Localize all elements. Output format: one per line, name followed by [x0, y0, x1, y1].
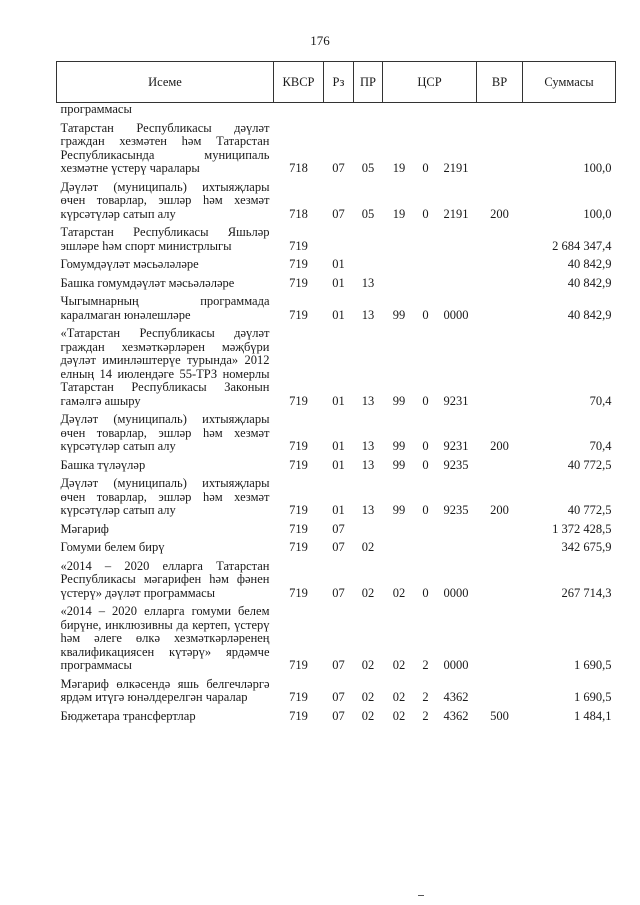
row-csr-direction: 9235 [443, 457, 469, 472]
row-vr [477, 274, 523, 293]
table-row [57, 119, 616, 178]
row-csr-program [383, 223, 416, 255]
table-row [57, 675, 616, 707]
row-name: «2014 – 2020 елларга Татарстан Республикасы мәгарифен һәм фәнен үстерү» дәүләт программасы [60, 558, 270, 600]
table-row [57, 557, 616, 603]
row-csr-subprogram: 0 [422, 503, 429, 517]
row-pr: 02 [361, 708, 375, 723]
row-vr [477, 456, 523, 475]
row-vr [477, 602, 523, 675]
row-name: Татарстан Республикасы Яшьләр эшләре һәм спорт министрлыгы [60, 225, 270, 253]
row-csr-direction: 2191 [443, 161, 469, 175]
row-csr-direction: 9231 [443, 393, 469, 408]
row-sum: 267 714,3 [561, 585, 612, 600]
row-rz: 01 [332, 457, 345, 472]
row-kvsr: 719 [289, 658, 308, 672]
row-pr: 13 [361, 439, 375, 453]
row-vr [477, 557, 523, 603]
table-row [57, 223, 616, 255]
row-csr-subprogram: 0 [422, 585, 429, 600]
row-rz [324, 223, 354, 255]
row-csr-direction [436, 103, 477, 119]
row-kvsr: 719 [289, 708, 308, 723]
row-vr: 500 [490, 708, 509, 723]
row-csr-program [383, 538, 416, 557]
row-csr-program: 19 [392, 161, 406, 175]
row-kvsr: 719 [289, 393, 308, 408]
row-sum: 1 484,1 [574, 708, 612, 723]
row-name: Чыгымнарның программада каралмаган юнәлешләре [60, 294, 270, 322]
row-sum: 40 842,9 [567, 275, 612, 290]
row-kvsr: 718 [289, 206, 308, 221]
row-csr-subprogram: 0 [422, 439, 429, 453]
row-csr-direction [436, 255, 477, 274]
row-name: Гомуми белем бирү [60, 540, 165, 554]
row-csr-subprogram: 2 [422, 708, 429, 723]
row-name: «2014 – 2020 елларга гомуми белем бирүне, инклюзивны да кертеп, үстерү һәм әлеге өлкә хезмәткәрләренең квалификациясен күтәрү» ярдәмче программасы [60, 604, 270, 672]
row-pr: 13 [361, 275, 375, 290]
row-kvsr: 719 [289, 439, 308, 453]
row-csr-program: 99 [392, 393, 406, 408]
row-sum: 70,4 [589, 439, 612, 453]
table-header [57, 62, 616, 103]
row-sum: 1 372 428,5 [552, 521, 612, 536]
row-rz: 07 [332, 690, 345, 704]
row-kvsr: 719 [289, 457, 308, 472]
row-sum [523, 103, 616, 119]
row-name: Бюджетара трансфертлар [60, 708, 196, 723]
row-kvsr: 718 [289, 161, 308, 175]
row-csr-subprogram: 0 [422, 307, 429, 322]
row-csr-direction [436, 274, 477, 293]
row-sum: 40 772,5 [567, 457, 612, 472]
row-csr-direction [436, 538, 477, 557]
row-csr-program: 99 [392, 503, 406, 517]
row-sum: 1 690,5 [574, 658, 612, 672]
row-rz: 07 [332, 161, 345, 175]
row-pr: 05 [361, 206, 375, 221]
row-csr-subprogram: 0 [422, 393, 429, 408]
row-sum: 40 772,5 [567, 503, 612, 517]
row-kvsr: 719 [289, 503, 308, 517]
page-number: 176 [310, 33, 330, 48]
row-name: Мәгариф [60, 521, 109, 536]
table-row [57, 538, 616, 557]
row-kvsr: 719 [289, 521, 308, 536]
row-pr: 02 [361, 540, 375, 554]
row-rz: 01 [332, 439, 345, 453]
row-csr-subprogram: 0 [422, 457, 429, 472]
row-csr-direction: 0000 [443, 307, 469, 322]
row-csr-subprogram: 2 [422, 690, 429, 704]
header-csr: ЦСР [383, 62, 477, 103]
row-rz: 07 [332, 540, 345, 554]
row-kvsr [274, 103, 324, 119]
row-csr-subprogram [416, 255, 436, 274]
header-name: Исеме [57, 62, 274, 103]
row-pr [354, 103, 383, 119]
row-csr-subprogram [416, 538, 436, 557]
row-sum: 1 690,5 [574, 690, 612, 704]
row-csr-program: 19 [392, 206, 406, 221]
row-pr [354, 520, 383, 539]
row-rz: 07 [332, 658, 345, 672]
row-pr: 13 [361, 307, 375, 322]
row-csr-program [383, 520, 416, 539]
header-vr: ВР [477, 62, 523, 103]
row-csr-program [383, 274, 416, 293]
row-sum: 2 684 347,4 [552, 238, 612, 253]
row-pr: 13 [361, 393, 375, 408]
row-csr-direction [436, 520, 477, 539]
row-csr-direction: 9231 [443, 439, 469, 453]
page-mark [418, 895, 424, 896]
row-pr: 02 [361, 658, 375, 672]
row-sum: 70,4 [589, 393, 612, 408]
row-csr-program: 02 [392, 708, 406, 723]
table-row [57, 520, 616, 539]
row-csr-direction: 0000 [443, 585, 469, 600]
row-kvsr: 719 [289, 275, 308, 290]
row-name: Дәүләт (муниципаль) ихтыяҗлары өчен товарлар, эшләр һәм хезмәт күрсәтүләр сатып алу [60, 179, 270, 221]
row-vr: 200 [490, 206, 509, 221]
row-vr [477, 520, 523, 539]
budget-table [56, 61, 616, 725]
row-pr: 05 [361, 161, 375, 175]
row-csr-direction: 0000 [443, 658, 469, 672]
table-row [57, 292, 616, 324]
row-csr-direction: 4362 [443, 690, 469, 704]
row-csr-subprogram: 0 [422, 161, 429, 175]
row-vr [477, 675, 523, 707]
row-csr-direction: 4362 [443, 708, 469, 723]
row-pr: 13 [361, 503, 375, 517]
row-csr-subprogram: 2 [422, 658, 429, 672]
row-name: Дәүләт (муниципаль) ихтыяҗлары өчен товарлар, эшләр һәм хезмәт күрсәтүләр сатып алу [60, 412, 270, 453]
row-rz: 01 [332, 307, 345, 322]
row-kvsr: 719 [289, 690, 308, 704]
row-vr [477, 103, 523, 119]
row-rz [324, 103, 354, 119]
row-name: Башка гомумдәүләт мәсьәләләре [60, 275, 235, 290]
table-row [57, 474, 616, 520]
row-csr-program [383, 255, 416, 274]
row-vr [477, 255, 523, 274]
row-rz: 01 [332, 503, 345, 517]
row-name: «Татарстан Республикасы дәүләт граждан хезмәткәрләрен мәҗбүри дәүләт иминләштерүе турында» 2012 елның 14 июлендәге 55-ТРЗ номерлы Татарстан Республикасы Законын гамәлгә ашыру [60, 326, 270, 408]
row-name: Татарстан Республикасы дәүләт граждан хезмәтен һәм Татарстан Республикасында муниципаль хезмәтне үстерү чаралары [60, 120, 270, 175]
table-row [57, 274, 616, 293]
header-rz: Рз [324, 62, 354, 103]
row-sum: 40 842,9 [567, 257, 612, 271]
table-row [57, 410, 616, 456]
row-vr [477, 538, 523, 557]
row-pr [354, 255, 383, 274]
row-kvsr: 719 [289, 238, 308, 253]
row-vr: 200 [490, 503, 509, 517]
row-csr-subprogram [416, 223, 436, 255]
row-rz: 07 [332, 521, 345, 536]
row-rz: 07 [332, 708, 345, 723]
row-csr-subprogram [416, 274, 436, 293]
row-rz: 07 [332, 206, 345, 221]
table-row [57, 456, 616, 475]
row-rz: 07 [332, 585, 345, 600]
row-csr-subprogram: 0 [422, 206, 429, 221]
row-csr-direction: 9235 [443, 503, 469, 517]
row-kvsr: 719 [289, 585, 308, 600]
row-csr-program: 02 [392, 690, 406, 704]
row-csr-subprogram [416, 103, 436, 119]
row-kvsr: 719 [289, 257, 308, 271]
row-vr [477, 119, 523, 178]
row-csr-program: 02 [392, 658, 406, 672]
row-csr-direction [436, 223, 477, 255]
row-sum: 342 675,9 [561, 540, 612, 554]
row-vr [477, 324, 523, 410]
row-sum: 40 842,9 [567, 307, 612, 322]
row-csr-program: 02 [392, 585, 406, 600]
table-row [57, 103, 616, 119]
row-sum: 100,0 [583, 206, 612, 221]
header-kvsr: КВСР [274, 62, 324, 103]
row-name: Башка түләүләр [60, 457, 146, 472]
row-kvsr: 719 [289, 540, 308, 554]
row-name: Дәүләт (муниципаль) ихтыяҗлары өчен товарлар, эшләр һәм хезмәт күрсәтүләр сатып алу [60, 476, 270, 517]
row-vr [477, 292, 523, 324]
row-pr: 02 [361, 585, 375, 600]
table-row [57, 178, 616, 224]
header-pr: ПР [354, 62, 383, 103]
row-csr-program [383, 103, 416, 119]
table-row [57, 602, 616, 675]
row-csr-program: 99 [392, 439, 406, 453]
row-pr: 13 [361, 457, 375, 472]
table-row [57, 255, 616, 274]
row-csr-program: 99 [392, 457, 406, 472]
table-body [57, 103, 616, 726]
header-sum: Суммасы [523, 62, 616, 103]
table-row [57, 707, 616, 726]
row-kvsr: 719 [289, 307, 308, 322]
row-sum: 100,0 [583, 161, 612, 175]
table-row [57, 324, 616, 410]
row-rz: 01 [332, 275, 345, 290]
row-pr [354, 223, 383, 255]
row-pr: 02 [361, 690, 375, 704]
row-name: программасы [60, 102, 132, 116]
row-rz: 01 [332, 257, 345, 271]
row-name: Гомумдәүләт мәсьәләләре [60, 257, 199, 271]
row-rz: 01 [332, 393, 345, 408]
row-vr: 200 [490, 439, 509, 453]
row-csr-direction: 2191 [443, 206, 469, 221]
row-vr [477, 223, 523, 255]
row-csr-program: 99 [392, 307, 406, 322]
row-name: Мәгариф өлкәсендә яшь белгечләргә ярдәм итүгә юнәлдерелгән чаралар [60, 676, 270, 704]
row-csr-subprogram [416, 520, 436, 539]
